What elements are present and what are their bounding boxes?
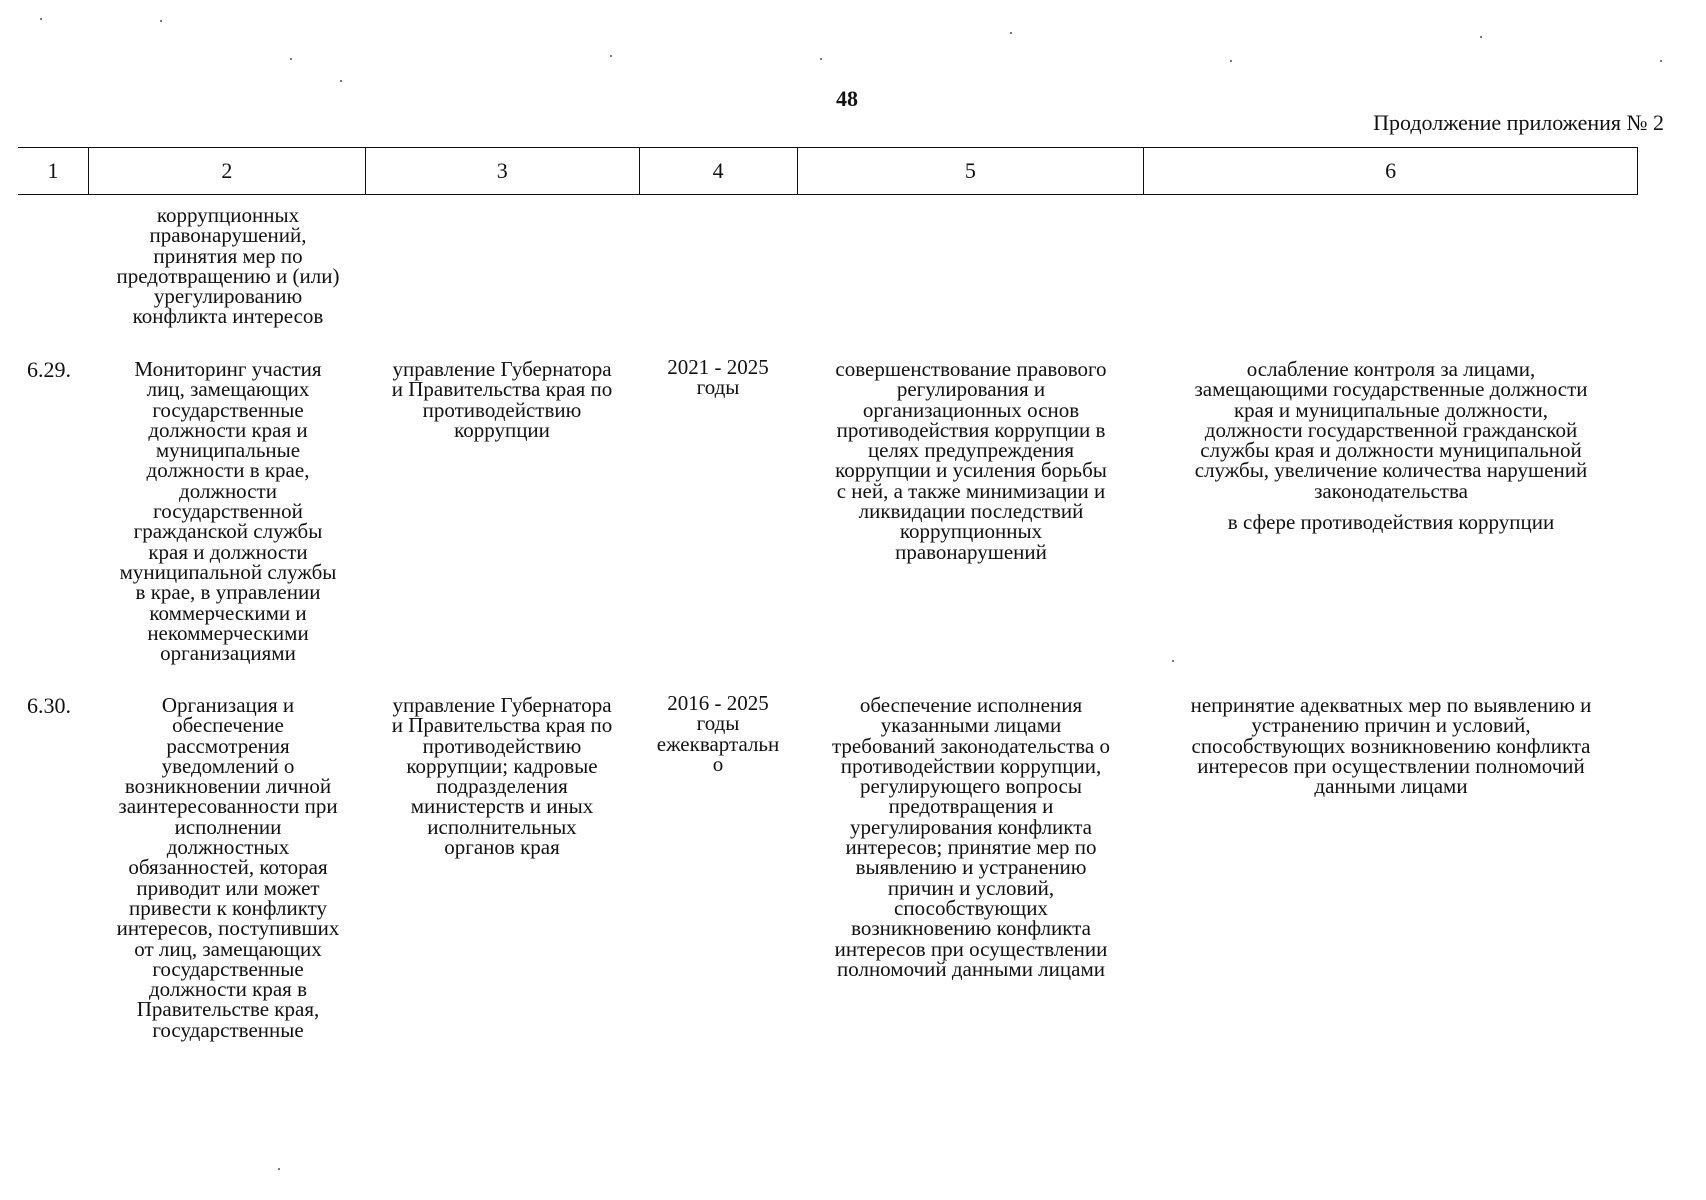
row-6-29-consequences: ослабление контроля за лицами, замещающими государственные должности края и муниципальные должности, должности государственной гражданской службы края и должности муниципальной службы, увеличение количества нарушений законодательства — [1194, 357, 1588, 503]
header-col-4: 4 — [639, 148, 797, 194]
row-6-30-responsible: управление Губернатора и Правительства края по противодействию коррупции; кадровые подразделения министерств и иных исполнительных органов края — [391, 693, 613, 860]
header-col-2: 2 — [88, 148, 365, 194]
header-col-5: 5 — [797, 148, 1144, 194]
header-col-3: 3 — [365, 148, 639, 194]
continued-measure-text: коррупционных правонарушений, принятия мер по предотвращению и (или) урегулированию конфликта интересов — [116, 203, 340, 329]
scan-speck — [820, 58, 822, 60]
row-6-30-period: 2016 - 2025 годы ежеквартальн о — [656, 691, 780, 776]
scan-speck — [340, 80, 342, 82]
scan-speck — [610, 55, 612, 57]
scan-speck — [1230, 60, 1232, 62]
appendix-continuation-note: Продолжение приложения № 2 — [1373, 110, 1664, 135]
row-6-29-period: 2021 - 2025 годы — [667, 355, 769, 400]
row-6-29-consequences-continued: в сфере противодействия коррупции — [1227, 510, 1555, 534]
row-6-29-expected-result: совершенствование правового регулирования и организационных основ противодействия коррупции в целях предупреждения коррупции и усиления борьбы с ней, а также минимизации и ликвидации последствий коррупционных правонарушений — [835, 357, 1107, 564]
scan-speck — [278, 1168, 280, 1170]
row-number-6-29: 6.29. — [27, 357, 71, 382]
header-col-6: 6 — [1143, 148, 1637, 194]
scan-speck — [1480, 36, 1482, 38]
scan-speck — [40, 18, 42, 20]
row-6-29-measure: Мониторинг участия лиц, замещающих государственные должности края и муниципальные должности в крае, должности государственной гражданской службы края и должности муниципальной службы в крае, в управлении коммерческими и некоммерческими организациями — [119, 357, 337, 666]
row-number-6-30: 6.30. — [27, 693, 71, 718]
scan-speck — [1010, 32, 1012, 34]
header-col-1: 1 — [47, 158, 59, 183]
scan-speck — [1660, 60, 1662, 62]
row-6-30-consequences: непринятие адекватных мер по выявлению и устранению причин и условий, способствующих возникновению конфликта интересов при осуществлении полномочий данными лицами — [1190, 693, 1592, 799]
scan-speck — [1172, 660, 1174, 662]
table-header-row — [18, 147, 1638, 195]
scan-speck — [290, 58, 292, 60]
page-number: 48 — [836, 86, 858, 111]
row-6-29-responsible: управление Губернатора и Правительства края по противодействию коррупции — [391, 357, 613, 442]
row-6-30-expected-result: обеспечение исполнения указанными лицами требований законодательства о противодействии коррупции, регулирующего вопросы предотвращения и урегулирования конфликта интересов; принятие мер по выявлению и устранению причин и условий, способствующих возникновению конфликта интересов при осуществлении полномочий данными лицами — [832, 693, 1110, 981]
row-6-30-measure: Организация и обеспечение рассмотрения уведомлений о возникновении личной заинтересованности при исполнении должностных обязанностей, которая приводит или может привести к конфликту интересов, поступивших от лиц, замещающих государственные должности края в Правительстве края, государственные — [116, 693, 340, 1042]
scan-speck — [160, 20, 162, 22]
